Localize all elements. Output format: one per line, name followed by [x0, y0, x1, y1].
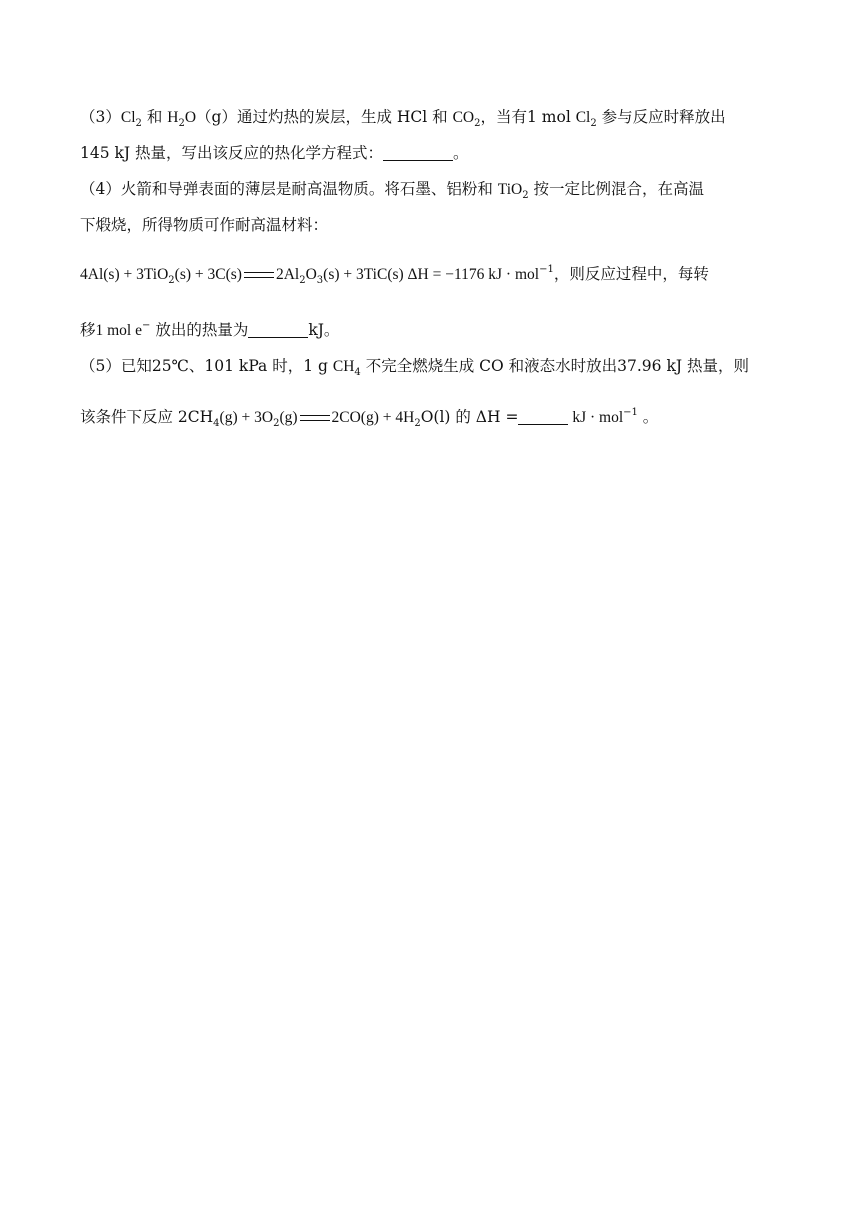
equation-subscript: 2: [299, 275, 306, 286]
q5-text: kJ · mol: [568, 409, 624, 426]
q3-text: 145 kJ 热量，写出该反应的热化学方程式：: [80, 144, 384, 162]
q5-text: 该条件下反应 2CH: [80, 408, 214, 426]
answer-blank-q4[interactable]: [248, 321, 308, 338]
q5-subscript: 4: [354, 367, 361, 378]
q3-text: ，当有1 mol: [480, 108, 576, 126]
equation-subscript: 2: [168, 275, 175, 286]
q4-text: 移1 mol e: [80, 322, 142, 339]
q3-line-1: [80, 107, 726, 128]
q3-line-2: [80, 143, 469, 163]
q4-equation-line: [80, 264, 709, 285]
q5-text: 不完全燃烧生成 CO 和液态水时放出37.96 kJ 热量，则: [360, 357, 749, 375]
equation-superscript: −1: [539, 264, 554, 275]
q4-line-1: [80, 179, 704, 200]
q5-text: CH: [332, 358, 355, 375]
q3-text: Cl: [120, 109, 136, 126]
equation-text: 2Al: [275, 266, 300, 283]
answer-blank-q3[interactable]: [383, 144, 453, 161]
q4-text: ，则反应过程中，每转: [553, 265, 709, 283]
q3-text: CO: [452, 109, 475, 126]
q4-text: TiO: [497, 181, 523, 198]
equation-text: (s) + 3C(s): [174, 266, 242, 283]
q5-text: O(l) 的 ΔH =: [420, 408, 519, 426]
equation-subscript: 3: [316, 275, 324, 286]
q3-text: 。: [453, 144, 469, 162]
q4-line-4: [80, 320, 339, 341]
q3-text: Cl: [575, 109, 591, 126]
q5-subscript: 2: [273, 418, 280, 429]
q4-superscript: −: [142, 320, 151, 331]
q4-text: kJ。: [308, 321, 340, 339]
q4-text: 下煅烧，所得物质可作耐高温材料：: [80, 216, 329, 234]
q5-text: （5）已知25℃、101 kPa 时，1 g: [80, 357, 333, 375]
q5-line-1: [80, 356, 749, 377]
q3-subscript: 2: [178, 118, 185, 129]
q5-subscript: 4: [213, 418, 220, 429]
answer-blank-q5[interactable]: [518, 408, 568, 425]
q5-text: 。: [637, 408, 659, 426]
q5-line-2: [80, 407, 658, 428]
reaction-equals-sign: [244, 272, 274, 278]
q3-text: 参与反应时释放出: [596, 108, 726, 126]
equation-text: (s) + 3TiC(s) ΔH = −1176 kJ · mol: [323, 266, 540, 283]
q5-text: 2CO(g) + 4H: [331, 409, 415, 426]
q3-subscript: 2: [474, 118, 481, 129]
q3-subscript: 2: [590, 118, 597, 129]
q5-superscript: −1: [623, 407, 638, 418]
q4-text: 按一定比例混合，在高温: [528, 180, 705, 198]
q3-subscript: 2: [135, 118, 142, 129]
q3-text: H: [167, 109, 179, 126]
q3-number: （3）: [80, 108, 121, 126]
q3-text: 和: [141, 108, 168, 126]
q4-text: （4）火箭和导弹表面的薄层是耐高温物质。将石墨、铝粉和: [80, 180, 498, 198]
q3-text: O: [184, 109, 197, 126]
q3-text: （g）通过灼热的炭层，生成 HCl 和: [196, 108, 453, 126]
reaction-equals-sign: [300, 415, 330, 421]
q5-subscript: 2: [414, 418, 421, 429]
equation-text: O: [305, 266, 317, 283]
q4-line-2: [80, 215, 328, 235]
equation-text: 4Al(s) + 3TiO: [80, 266, 169, 283]
q4-text: 放出的热量为: [150, 321, 249, 339]
q5-text: (g) + 3O: [219, 409, 274, 426]
q4-subscript: 2: [522, 190, 529, 201]
q5-text: (g): [279, 409, 298, 426]
